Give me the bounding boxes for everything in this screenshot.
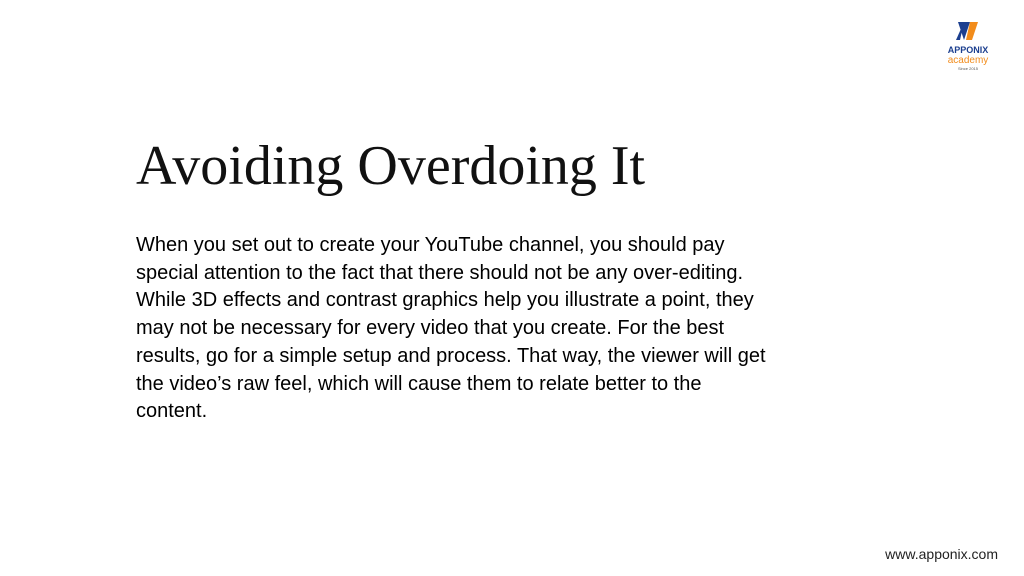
body-line: results, go for a simple setup and process. That way, the viewer will get	[136, 344, 766, 367]
slide-title: Avoiding Overdoing It	[136, 135, 646, 197]
apponix-academy-logo	[936, 20, 1000, 72]
body-line: While 3D effects and contrast graphics help you illustrate a point, they	[136, 289, 754, 312]
svg-text:APPONIX: APPONIX	[947, 45, 989, 55]
footer-website: www.apponix.com	[885, 546, 998, 562]
slide-body	[136, 232, 896, 426]
svg-text:academy: academy	[947, 55, 989, 66]
svg-text:Since 2015: Since 2015	[957, 66, 979, 71]
body-line: When you set out to create your YouTube channel, you should pay	[136, 234, 725, 256]
body-line: content.	[136, 400, 208, 423]
body-line: the video’s raw feel, which will cause them to relate better to the	[136, 372, 702, 395]
body-line: may not be necessary for every video that you create. For the best	[136, 317, 725, 340]
body-line: special attention to the fact that there should not be any over-editing.	[136, 261, 744, 284]
